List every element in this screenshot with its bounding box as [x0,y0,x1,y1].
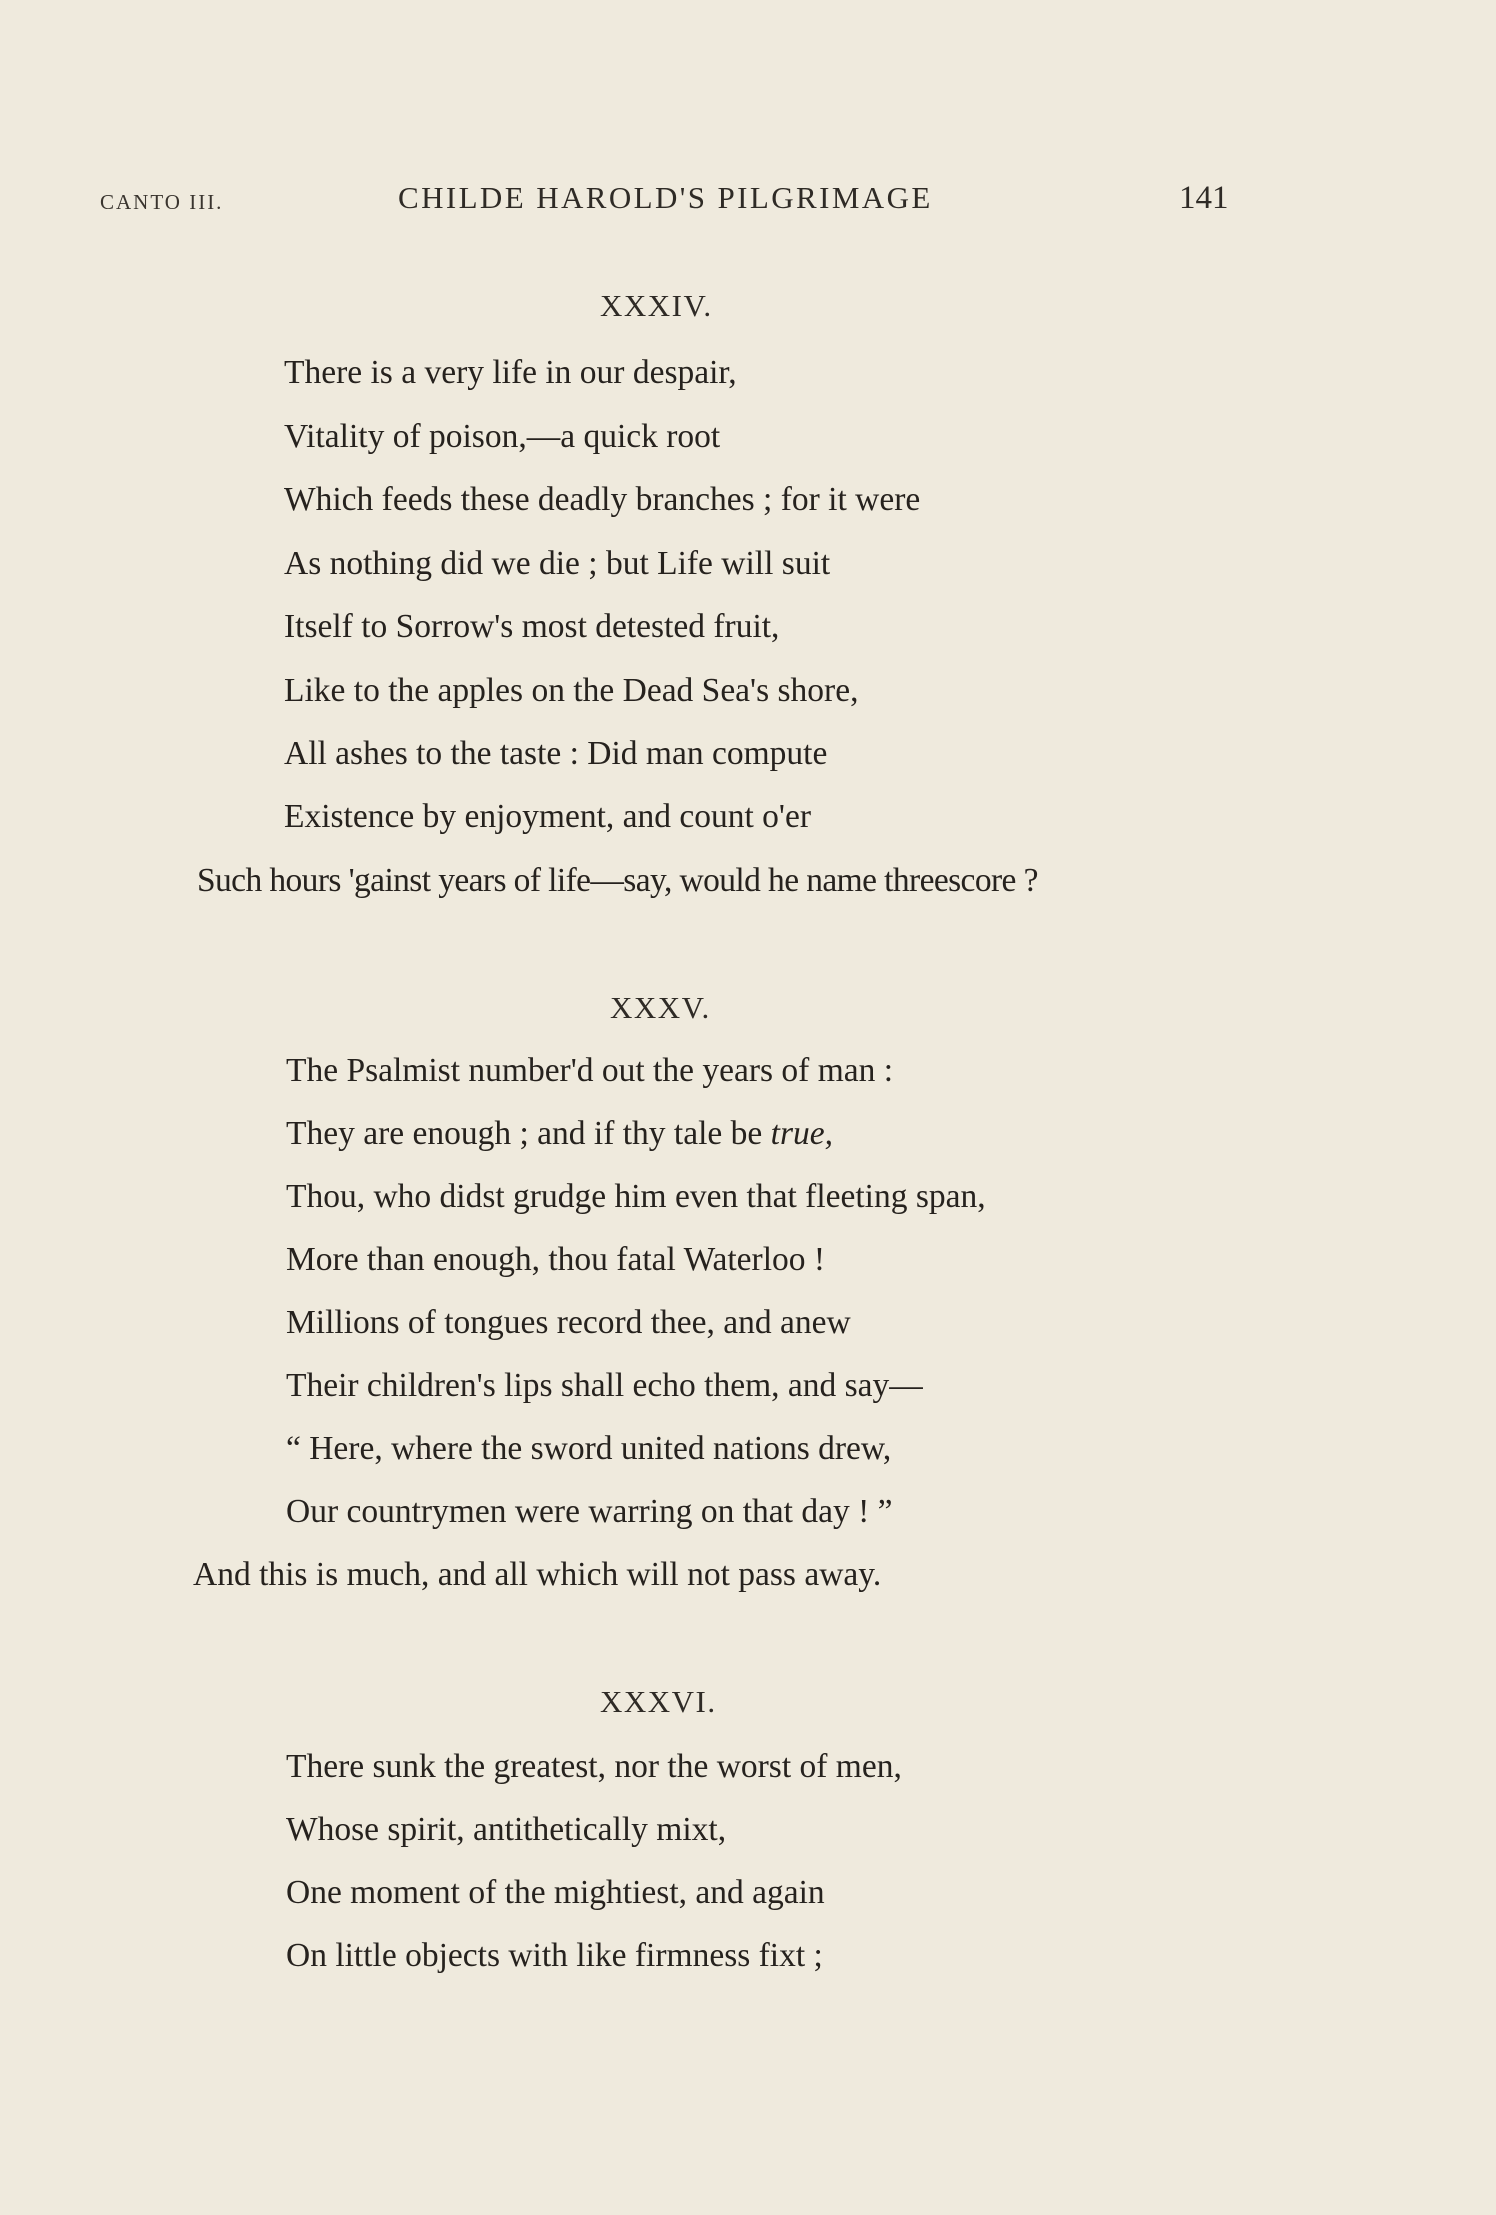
stanza-number: XXXVI. [600,1684,717,1719]
verse-line: “ Here, where the sword united nations drew, [286,1430,892,1467]
stanza-number: XXXIV. [600,288,713,323]
verse-line: Which feeds these deadly branches ; for it were [284,481,921,518]
verse-line: The Psalmist number'd out the years of man : [286,1052,894,1089]
page-number: 141 [1179,180,1229,216]
verse-line-alexandrine: And this is much, and all which will not pass away. [193,1556,882,1593]
verse-line: Like to the apples on the Dead Sea's shore, [284,672,859,709]
verse-line-text: They are enough ; and if thy tale be [286,1115,763,1152]
verse-line: Our countrymen were warring on that day ! ” [286,1493,893,1530]
verse-line: One moment of the mightiest, and again [286,1874,825,1911]
verse-line: Itself to Sorrow's most detested fruit, [284,608,780,645]
canto-label: CANTO III. [100,190,224,214]
verse-line: Millions of tongues record thee, and anew [286,1304,851,1341]
verse-line: Their children's lips shall echo them, and say— [286,1367,923,1404]
verse-line: On little objects with like firmness fixt ; [286,1937,823,1974]
book-title: CHILDE HAROLD'S PILGRIMAGE [398,180,933,215]
stanza-number: XXXV. [610,990,711,1025]
verse-line: All ashes to the taste : Did man compute [284,735,828,772]
verse-line [286,1115,833,1153]
running-head [0,180,1496,224]
verse-line-alexandrine: Such hours 'gainst years of life—say, would he name threescore ? [197,862,1038,899]
verse-line: As nothing did we die ; but Life will suit [284,545,831,582]
verse-line: Thou, who didst grudge him even that fleeting span, [286,1178,986,1215]
verse-line: Vitality of poison,—a quick root [284,418,721,455]
italic-word: true, [770,1115,833,1152]
verse-line: More than enough, thou fatal Waterloo ! [286,1241,826,1278]
verse-line: Whose spirit, antithetically mixt, [286,1811,727,1848]
verse-line: Existence by enjoyment, and count o'er [284,798,811,835]
verse-line: There sunk the greatest, nor the worst of men, [286,1748,902,1785]
verse-line: There is a very life in our despair, [284,354,737,391]
